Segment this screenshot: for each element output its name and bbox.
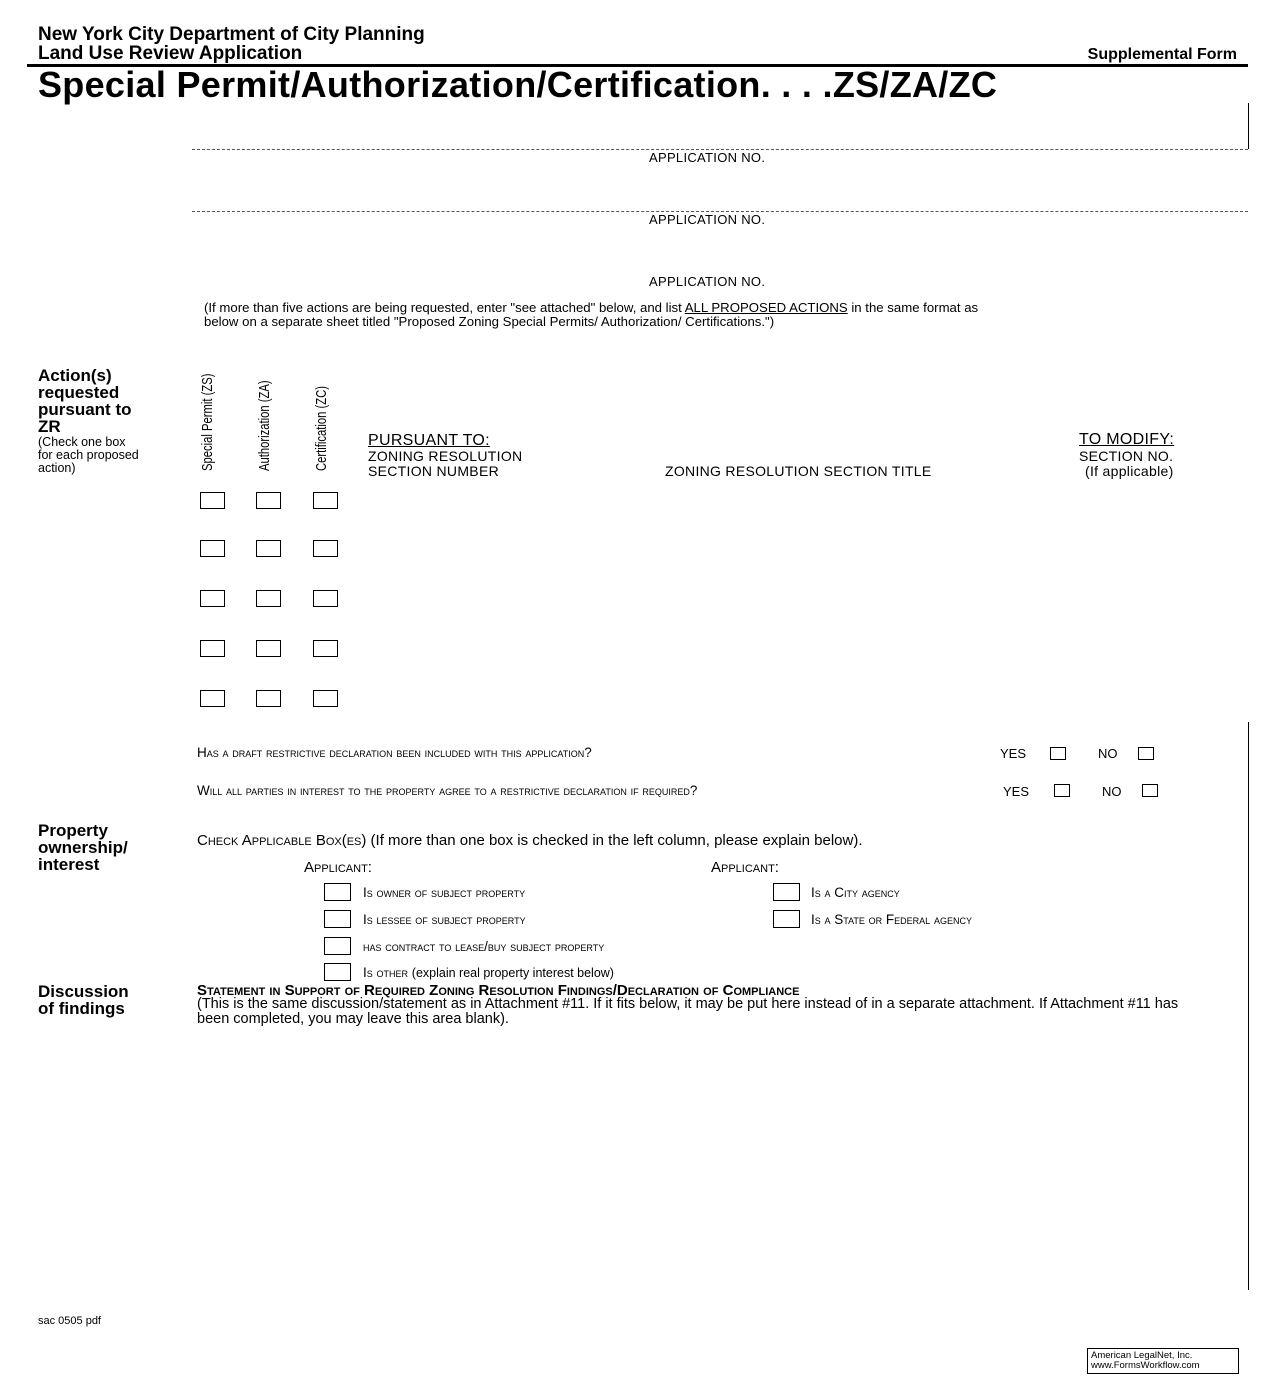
actions-note <box>38 436 139 475</box>
ownership-heading <box>38 822 128 873</box>
declaration-q2-no-checkbox[interactable] <box>1142 784 1158 797</box>
ownership-heading-line: Property <box>38 821 108 840</box>
contract-label: has contract to lease/buy subject property <box>363 939 605 954</box>
right-margin-line-top <box>1248 103 1249 149</box>
form-code: sac 0505 pdf <box>38 1315 101 1327</box>
col-label-zs: Special Permit (ZS) <box>199 373 216 471</box>
other-label-note: (explain real property interest below) <box>411 966 614 980</box>
actions-note-line: for each proposed <box>38 448 139 462</box>
action-row-5-zs-checkbox[interactable] <box>200 690 225 707</box>
findings-statement-title: Statement in Support of Required Zoning Resolution Findings/Declaration of Compliance <box>197 982 800 999</box>
declaration-q1-yes-checkbox[interactable] <box>1050 747 1066 760</box>
action-row-4-zs-checkbox[interactable] <box>200 640 225 657</box>
action-row-2-zc-checkbox[interactable] <box>313 540 338 557</box>
action-row-5-zc-checkbox[interactable] <box>313 690 338 707</box>
instructions-line1-post: in the same format as <box>847 300 979 315</box>
action-row-5-za-checkbox[interactable] <box>256 690 281 707</box>
applicant-label-right: Applicant: <box>711 859 779 876</box>
actions-heading-line: ZR <box>38 417 61 436</box>
col-label-zc: Certification (ZC) <box>313 385 330 471</box>
instructions <box>204 301 1204 329</box>
other-label-text: Is other <box>363 965 409 980</box>
declaration-question-1: Has a draft restrictive declaration been included with this application? <box>197 745 592 760</box>
action-row-2-zs-checkbox[interactable] <box>200 540 225 557</box>
col-label-za: Authorization (ZA) <box>256 380 273 471</box>
application-no-label-2: APPLICATION NO. <box>649 212 766 227</box>
state-federal-agency-checkbox[interactable] <box>773 910 800 928</box>
ownership-heading-line: interest <box>38 855 100 874</box>
ownership-heading-line: ownership/ <box>38 838 128 857</box>
section-number-label-2: SECTION NUMBER <box>368 463 499 479</box>
action-row-1-zc-checkbox[interactable] <box>313 492 338 509</box>
contract-checkbox[interactable] <box>324 937 351 955</box>
publisher-box <box>1087 1348 1239 1374</box>
city-agency-checkbox[interactable] <box>773 883 800 901</box>
application-type: Land Use Review Application <box>38 43 303 64</box>
applicant-label-left: Applicant: <box>304 859 372 876</box>
ownership-instruction-pre: Check Applicable Box(es) <box>197 832 367 849</box>
pursuant-to-label: PURSUANT TO: <box>368 432 490 449</box>
action-row-1-za-checkbox[interactable] <box>256 492 281 509</box>
owner-checkbox[interactable] <box>324 883 351 901</box>
other-checkbox[interactable] <box>324 963 351 981</box>
page-title: Special Permit/Authorization/Certification. . . .ZS/ZA/ZC <box>38 64 998 105</box>
action-row-2-za-checkbox[interactable] <box>256 540 281 557</box>
action-row-3-za-checkbox[interactable] <box>256 590 281 607</box>
instructions-line1-pre: (If more than five actions are being requested, enter "see attached" below, and list <box>204 300 685 315</box>
declaration-q1-no-label: NO <box>1098 746 1118 761</box>
findings-heading <box>38 983 129 1017</box>
other-label <box>363 965 614 980</box>
action-row-1-zs-checkbox[interactable] <box>200 492 225 509</box>
declaration-q1-no-checkbox[interactable] <box>1138 747 1154 760</box>
section-title-label: ZONING RESOLUTION SECTION TITLE <box>665 463 932 479</box>
application-no-label-1: APPLICATION NO. <box>649 150 766 165</box>
ownership-instruction-post: (If more than one box is checked in the left column, please explain below). <box>366 832 863 849</box>
findings-text-area[interactable] <box>197 1040 1242 1285</box>
action-row-3-zs-checkbox[interactable] <box>200 590 225 607</box>
declaration-q1-yes-label: YES <box>1000 746 1027 761</box>
publisher-url[interactable]: www.FormsWorkflow.com <box>1091 1360 1200 1371</box>
instructions-line2: below on a separate sheet titled "Proposed Zoning Special Permits/ Authorization/ Certifications.") <box>204 314 775 329</box>
action-row-3-zc-checkbox[interactable] <box>313 590 338 607</box>
declaration-question-2: Will all parties in interest to the property agree to a restrictive declaration if required? <box>197 783 698 798</box>
application-no-label-3: APPLICATION NO. <box>649 274 766 289</box>
city-agency-label: Is a City agency <box>811 885 900 900</box>
actions-note-line: (Check one box <box>38 435 126 449</box>
declaration-q2-no-label: NO <box>1102 784 1122 799</box>
state-federal-agency-label: Is a State or Federal agency <box>811 912 972 927</box>
findings-heading-line: of findings <box>38 999 125 1018</box>
lessee-label: Is lessee of subject property <box>363 912 526 927</box>
lessee-checkbox[interactable] <box>324 910 351 928</box>
action-row-4-za-checkbox[interactable] <box>256 640 281 657</box>
publisher-name: American LegalNet, Inc. <box>1091 1350 1193 1361</box>
actions-heading-line: requested <box>38 383 120 402</box>
ownership-instruction <box>197 832 863 849</box>
right-margin-line-bottom <box>1248 722 1249 1290</box>
declaration-q2-yes-checkbox[interactable] <box>1054 784 1070 797</box>
modify-applicable-label: (If applicable) <box>1085 463 1174 479</box>
actions-heading <box>38 367 132 435</box>
findings-heading-line: Discussion <box>38 982 129 1001</box>
action-row-4-zc-checkbox[interactable] <box>313 640 338 657</box>
actions-heading-line: Action(s) <box>38 366 112 385</box>
actions-note-line: action) <box>38 461 76 475</box>
to-modify-label: TO MODIFY: <box>1079 431 1175 448</box>
findings-statement-body: (This is the same discussion/statement as in Attachment #11. If it fits below, it may be put here instead of in a separate attachment. If Attachment #11 has been completed, you may leave this area blank). <box>197 996 1179 1027</box>
agency-name: New York City Department of City Planning <box>38 24 425 45</box>
form-kind: Supplemental Form <box>1087 46 1237 63</box>
actions-heading-line: pursuant to <box>38 400 132 419</box>
section-number-label-1: ZONING RESOLUTION <box>368 448 523 464</box>
owner-label: Is owner of subject property <box>363 885 526 900</box>
instructions-all-proposed-actions: ALL PROPOSED ACTIONS <box>684 300 848 315</box>
modify-section-label: SECTION NO. <box>1079 448 1174 464</box>
declaration-q2-yes-label: YES <box>1003 784 1030 799</box>
